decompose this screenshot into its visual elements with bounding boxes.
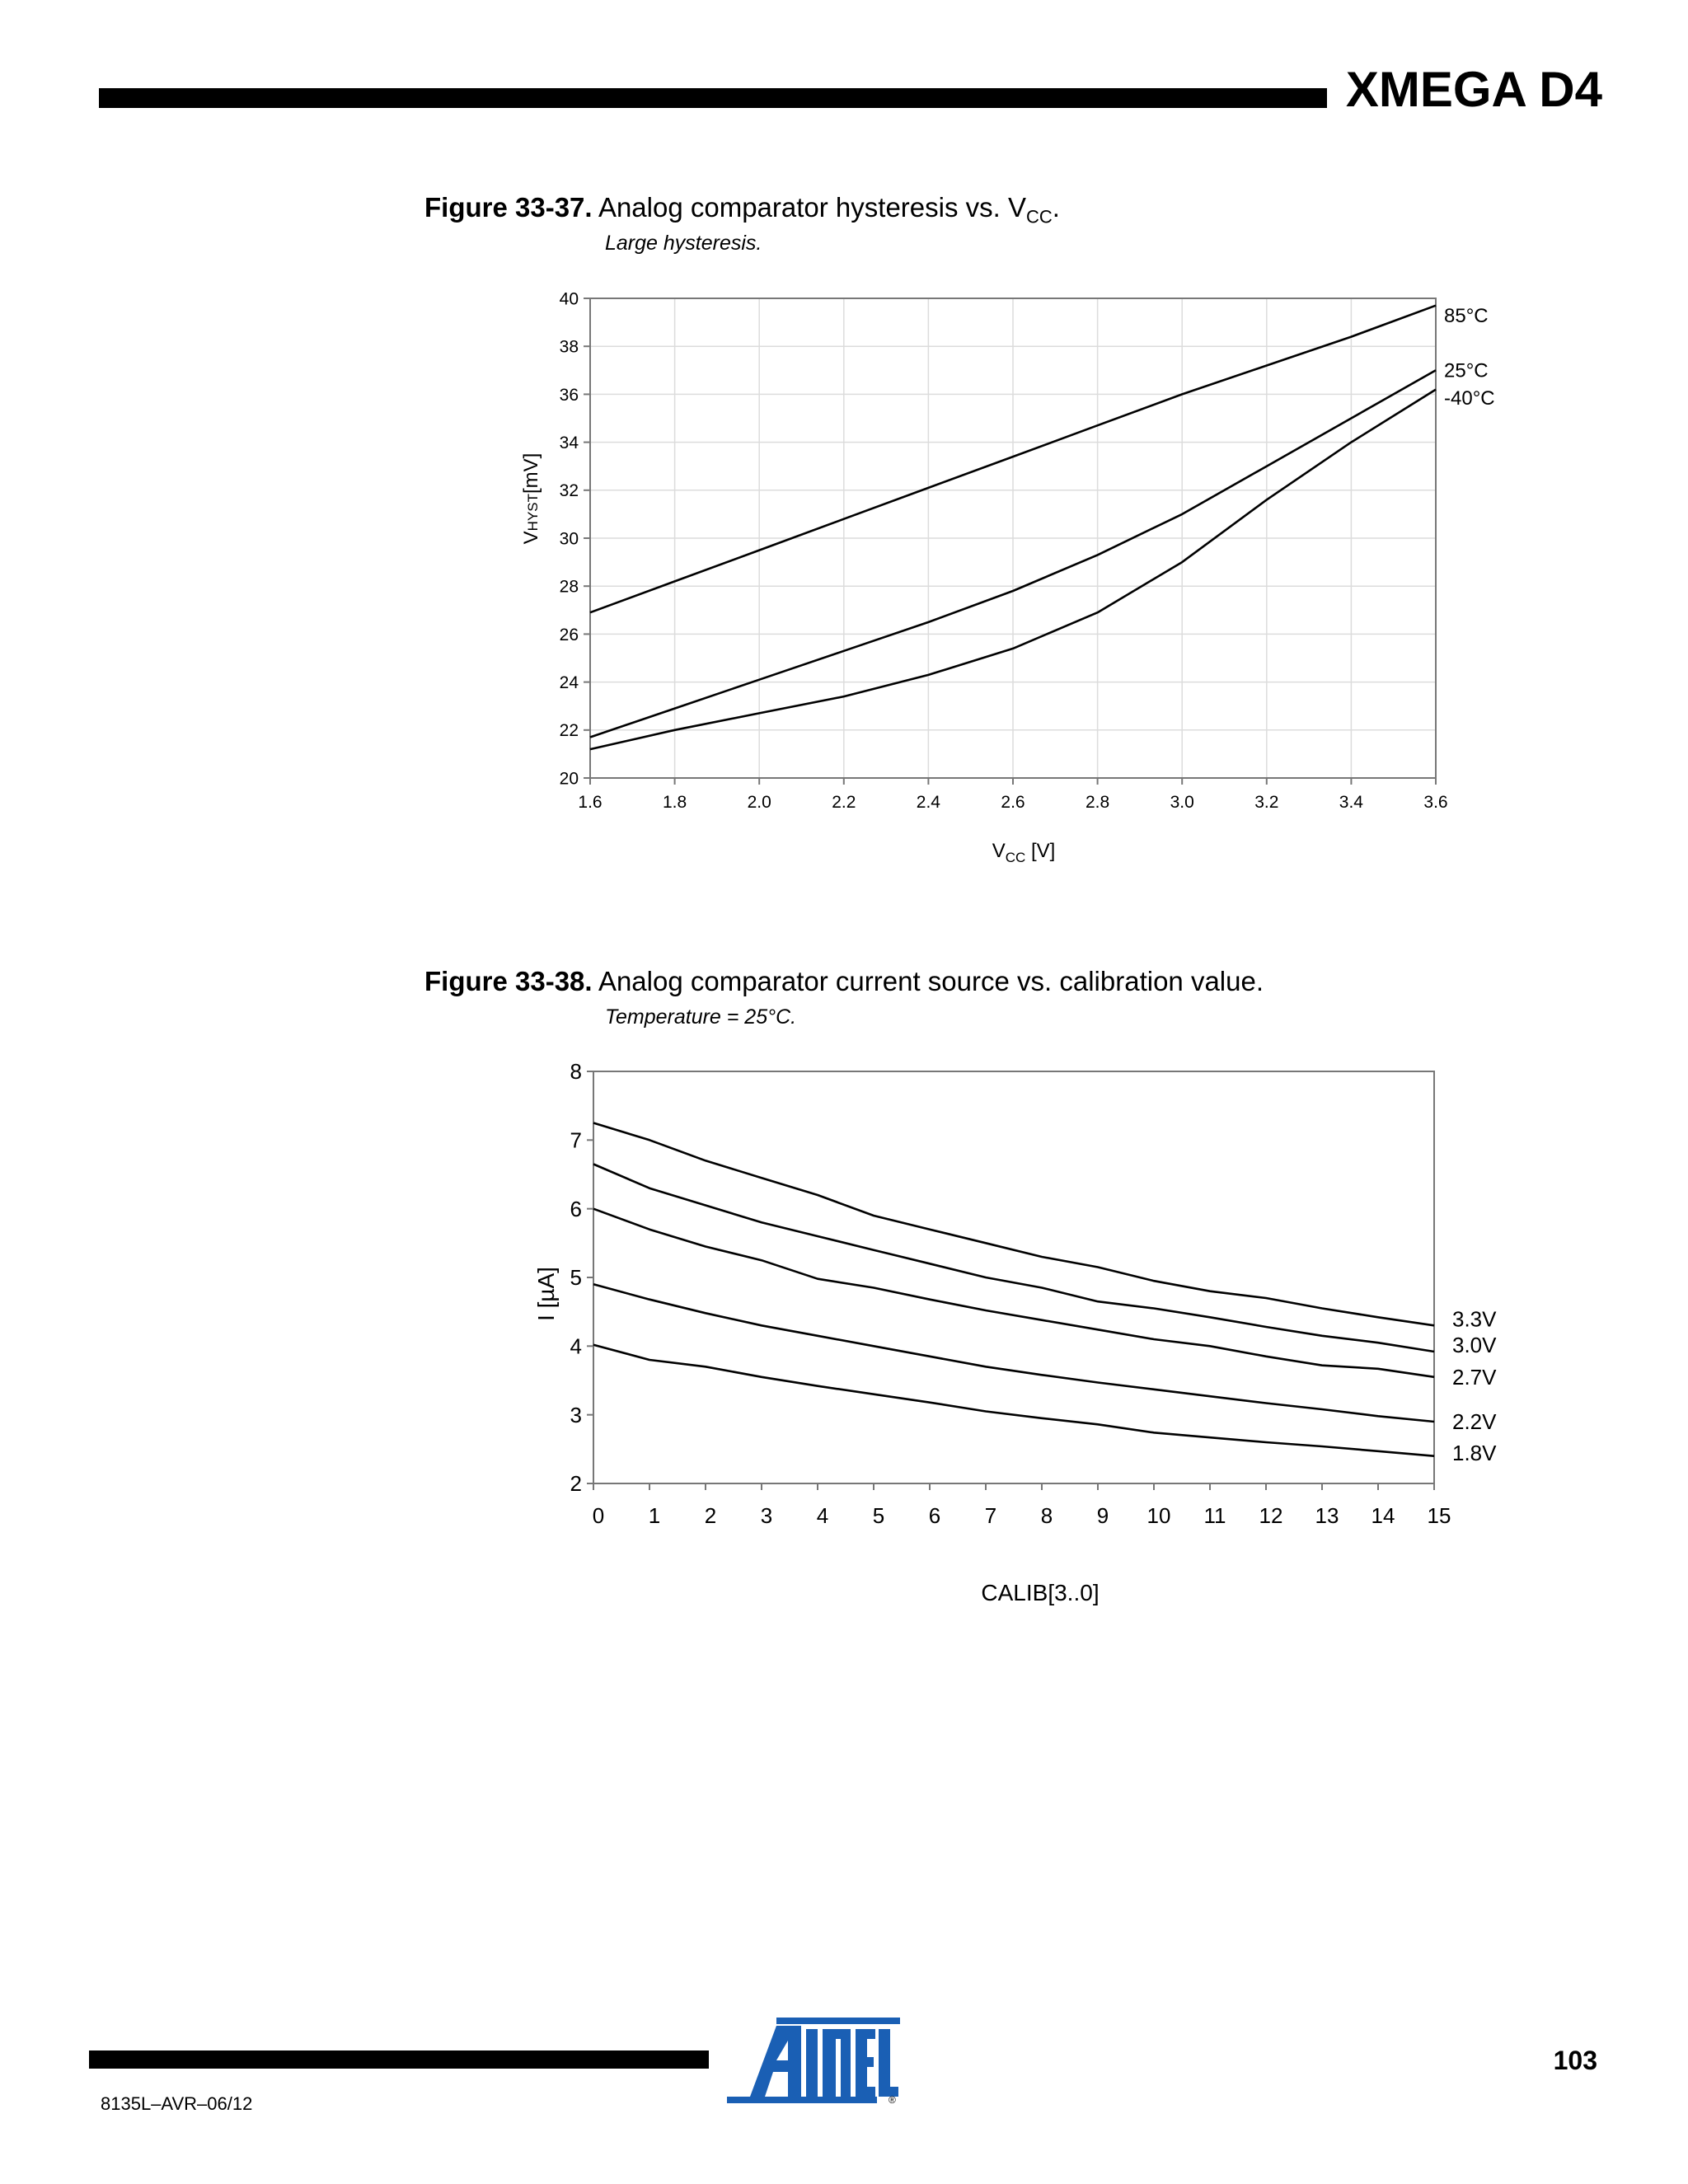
x-tick-label: 3 bbox=[760, 1503, 773, 1528]
chart1-grid bbox=[590, 298, 1436, 778]
figure1-note: Large hysteresis. bbox=[605, 232, 762, 255]
chart2-ticks bbox=[570, 1059, 1451, 1528]
figure1-number: Figure 33-37. bbox=[424, 192, 593, 223]
x-tick-label: 14 bbox=[1371, 1503, 1395, 1528]
y-tick-label: 32 bbox=[559, 481, 579, 501]
chart1-ticks bbox=[560, 289, 1448, 812]
y-tick-label: 40 bbox=[559, 289, 579, 309]
x-tick-label: 11 bbox=[1203, 1503, 1226, 1528]
series-line bbox=[593, 1123, 1434, 1326]
y-tick-label: 30 bbox=[559, 529, 579, 549]
series-line bbox=[593, 1209, 1434, 1377]
footer-rule bbox=[89, 2050, 709, 2069]
logo-letter-a bbox=[750, 2026, 801, 2097]
chart1-x-axis-label: $V_{CC}$ [V] bbox=[992, 840, 1056, 865]
x-tick-label: 2 bbox=[704, 1503, 717, 1528]
x-tick-label: 2.6 bbox=[1001, 793, 1025, 812]
x-tick-label: 12 bbox=[1259, 1503, 1283, 1528]
logo-letter-m bbox=[823, 2029, 851, 2097]
x-tick-label: 6 bbox=[928, 1503, 941, 1528]
header-rule bbox=[99, 88, 1327, 108]
y-tick-label: 7 bbox=[570, 1127, 582, 1153]
y-tick-label: 28 bbox=[559, 577, 579, 597]
x-tick-label: 1.6 bbox=[578, 793, 603, 812]
legend-label: -40°C bbox=[1444, 387, 1495, 410]
legend-label: 25°C bbox=[1444, 359, 1489, 382]
y-tick-label: 36 bbox=[559, 385, 579, 405]
series-line bbox=[593, 1165, 1434, 1352]
atmel-logo-mark bbox=[727, 2018, 900, 2105]
y-tick-label: 24 bbox=[559, 673, 579, 692]
document-id: 8135L–AVR–06/12 bbox=[101, 2093, 253, 2114]
x-tick-label: 9 bbox=[1096, 1503, 1109, 1528]
figure2-caption bbox=[424, 966, 1264, 997]
chart2-legend bbox=[1452, 1306, 1497, 1465]
x-tick-label: 2.0 bbox=[747, 793, 771, 812]
chart1-legend bbox=[1444, 305, 1495, 410]
y-tick-label: 4 bbox=[570, 1333, 582, 1359]
chart2-series bbox=[593, 1123, 1434, 1456]
y-tick-label: 8 bbox=[570, 1059, 582, 1085]
logo-bottom-bar bbox=[727, 2097, 877, 2103]
series-line bbox=[593, 1345, 1434, 1456]
logo-top-bar bbox=[776, 2018, 900, 2024]
y-tick-label: 6 bbox=[570, 1196, 582, 1221]
chart2-x-axis-label: CALIB[3..0] bbox=[981, 1580, 1100, 1605]
chart2-y-axis-label: I [µA] bbox=[533, 1267, 559, 1321]
chart-hysteresis bbox=[0, 280, 1688, 890]
x-tick-label: 2.8 bbox=[1085, 793, 1110, 812]
x-tick-label: 10 bbox=[1146, 1503, 1171, 1528]
x-tick-label: 4 bbox=[816, 1503, 829, 1528]
figure2-title: Analog comparator current source vs. calibration value. bbox=[598, 966, 1264, 996]
x-tick-label: 1.8 bbox=[662, 793, 687, 812]
y-tick-label: 20 bbox=[559, 769, 579, 789]
x-tick-label: 1 bbox=[648, 1503, 661, 1528]
x-tick-label: 3.4 bbox=[1339, 793, 1364, 812]
legend-label: 3.3V bbox=[1452, 1306, 1497, 1332]
header-title: XMEGA D4 bbox=[1345, 62, 1602, 117]
logo-letter-l bbox=[879, 2029, 898, 2097]
logo-letter-t bbox=[806, 2029, 818, 2097]
legend-label: 2.7V bbox=[1452, 1364, 1497, 1390]
logo-registered-mark: ® bbox=[889, 2094, 896, 2105]
legend-label: 1.8V bbox=[1452, 1440, 1497, 1465]
y-tick-label: 22 bbox=[559, 721, 579, 741]
figure1-caption bbox=[424, 192, 1060, 228]
y-tick-label: 26 bbox=[559, 625, 579, 644]
figure2-number: Figure 33-38. bbox=[424, 966, 593, 996]
y-tick-label: 3 bbox=[570, 1402, 582, 1427]
chart1-y-axis-label: VHYST[mV] bbox=[520, 452, 542, 545]
x-tick-label: 8 bbox=[1040, 1503, 1053, 1528]
x-tick-label: 15 bbox=[1427, 1503, 1451, 1528]
legend-label: 2.2V bbox=[1452, 1409, 1497, 1435]
logo-letter-e bbox=[856, 2029, 875, 2097]
chart2-plot-frame bbox=[593, 1071, 1434, 1483]
y-tick-label: 5 bbox=[570, 1265, 582, 1291]
figure1-title: Analog comparator hysteresis vs. $V_{CC}$. bbox=[598, 192, 1060, 227]
figure2-note: Temperature = 25°C. bbox=[605, 1005, 797, 1029]
y-tick-label: 2 bbox=[570, 1471, 582, 1497]
x-tick-label: 3.2 bbox=[1254, 793, 1279, 812]
chart-current-source bbox=[0, 1059, 1688, 1624]
x-tick-label: 5 bbox=[872, 1503, 885, 1528]
page-number: 103 bbox=[1553, 2046, 1597, 2075]
x-tick-label: 2.2 bbox=[832, 793, 856, 812]
legend-label: 3.0V bbox=[1452, 1333, 1497, 1358]
y-tick-label: 38 bbox=[559, 337, 579, 357]
x-tick-label: 3.6 bbox=[1423, 793, 1448, 812]
x-tick-label: 7 bbox=[984, 1503, 997, 1528]
legend-label: 85°C bbox=[1444, 305, 1489, 328]
x-tick-label: 3.0 bbox=[1170, 793, 1194, 812]
x-tick-label: 0 bbox=[592, 1503, 605, 1528]
x-tick-label: 13 bbox=[1315, 1503, 1339, 1528]
atmel-logo bbox=[727, 2014, 900, 2105]
x-tick-label: 2.4 bbox=[916, 793, 941, 812]
y-tick-label: 34 bbox=[559, 433, 579, 452]
